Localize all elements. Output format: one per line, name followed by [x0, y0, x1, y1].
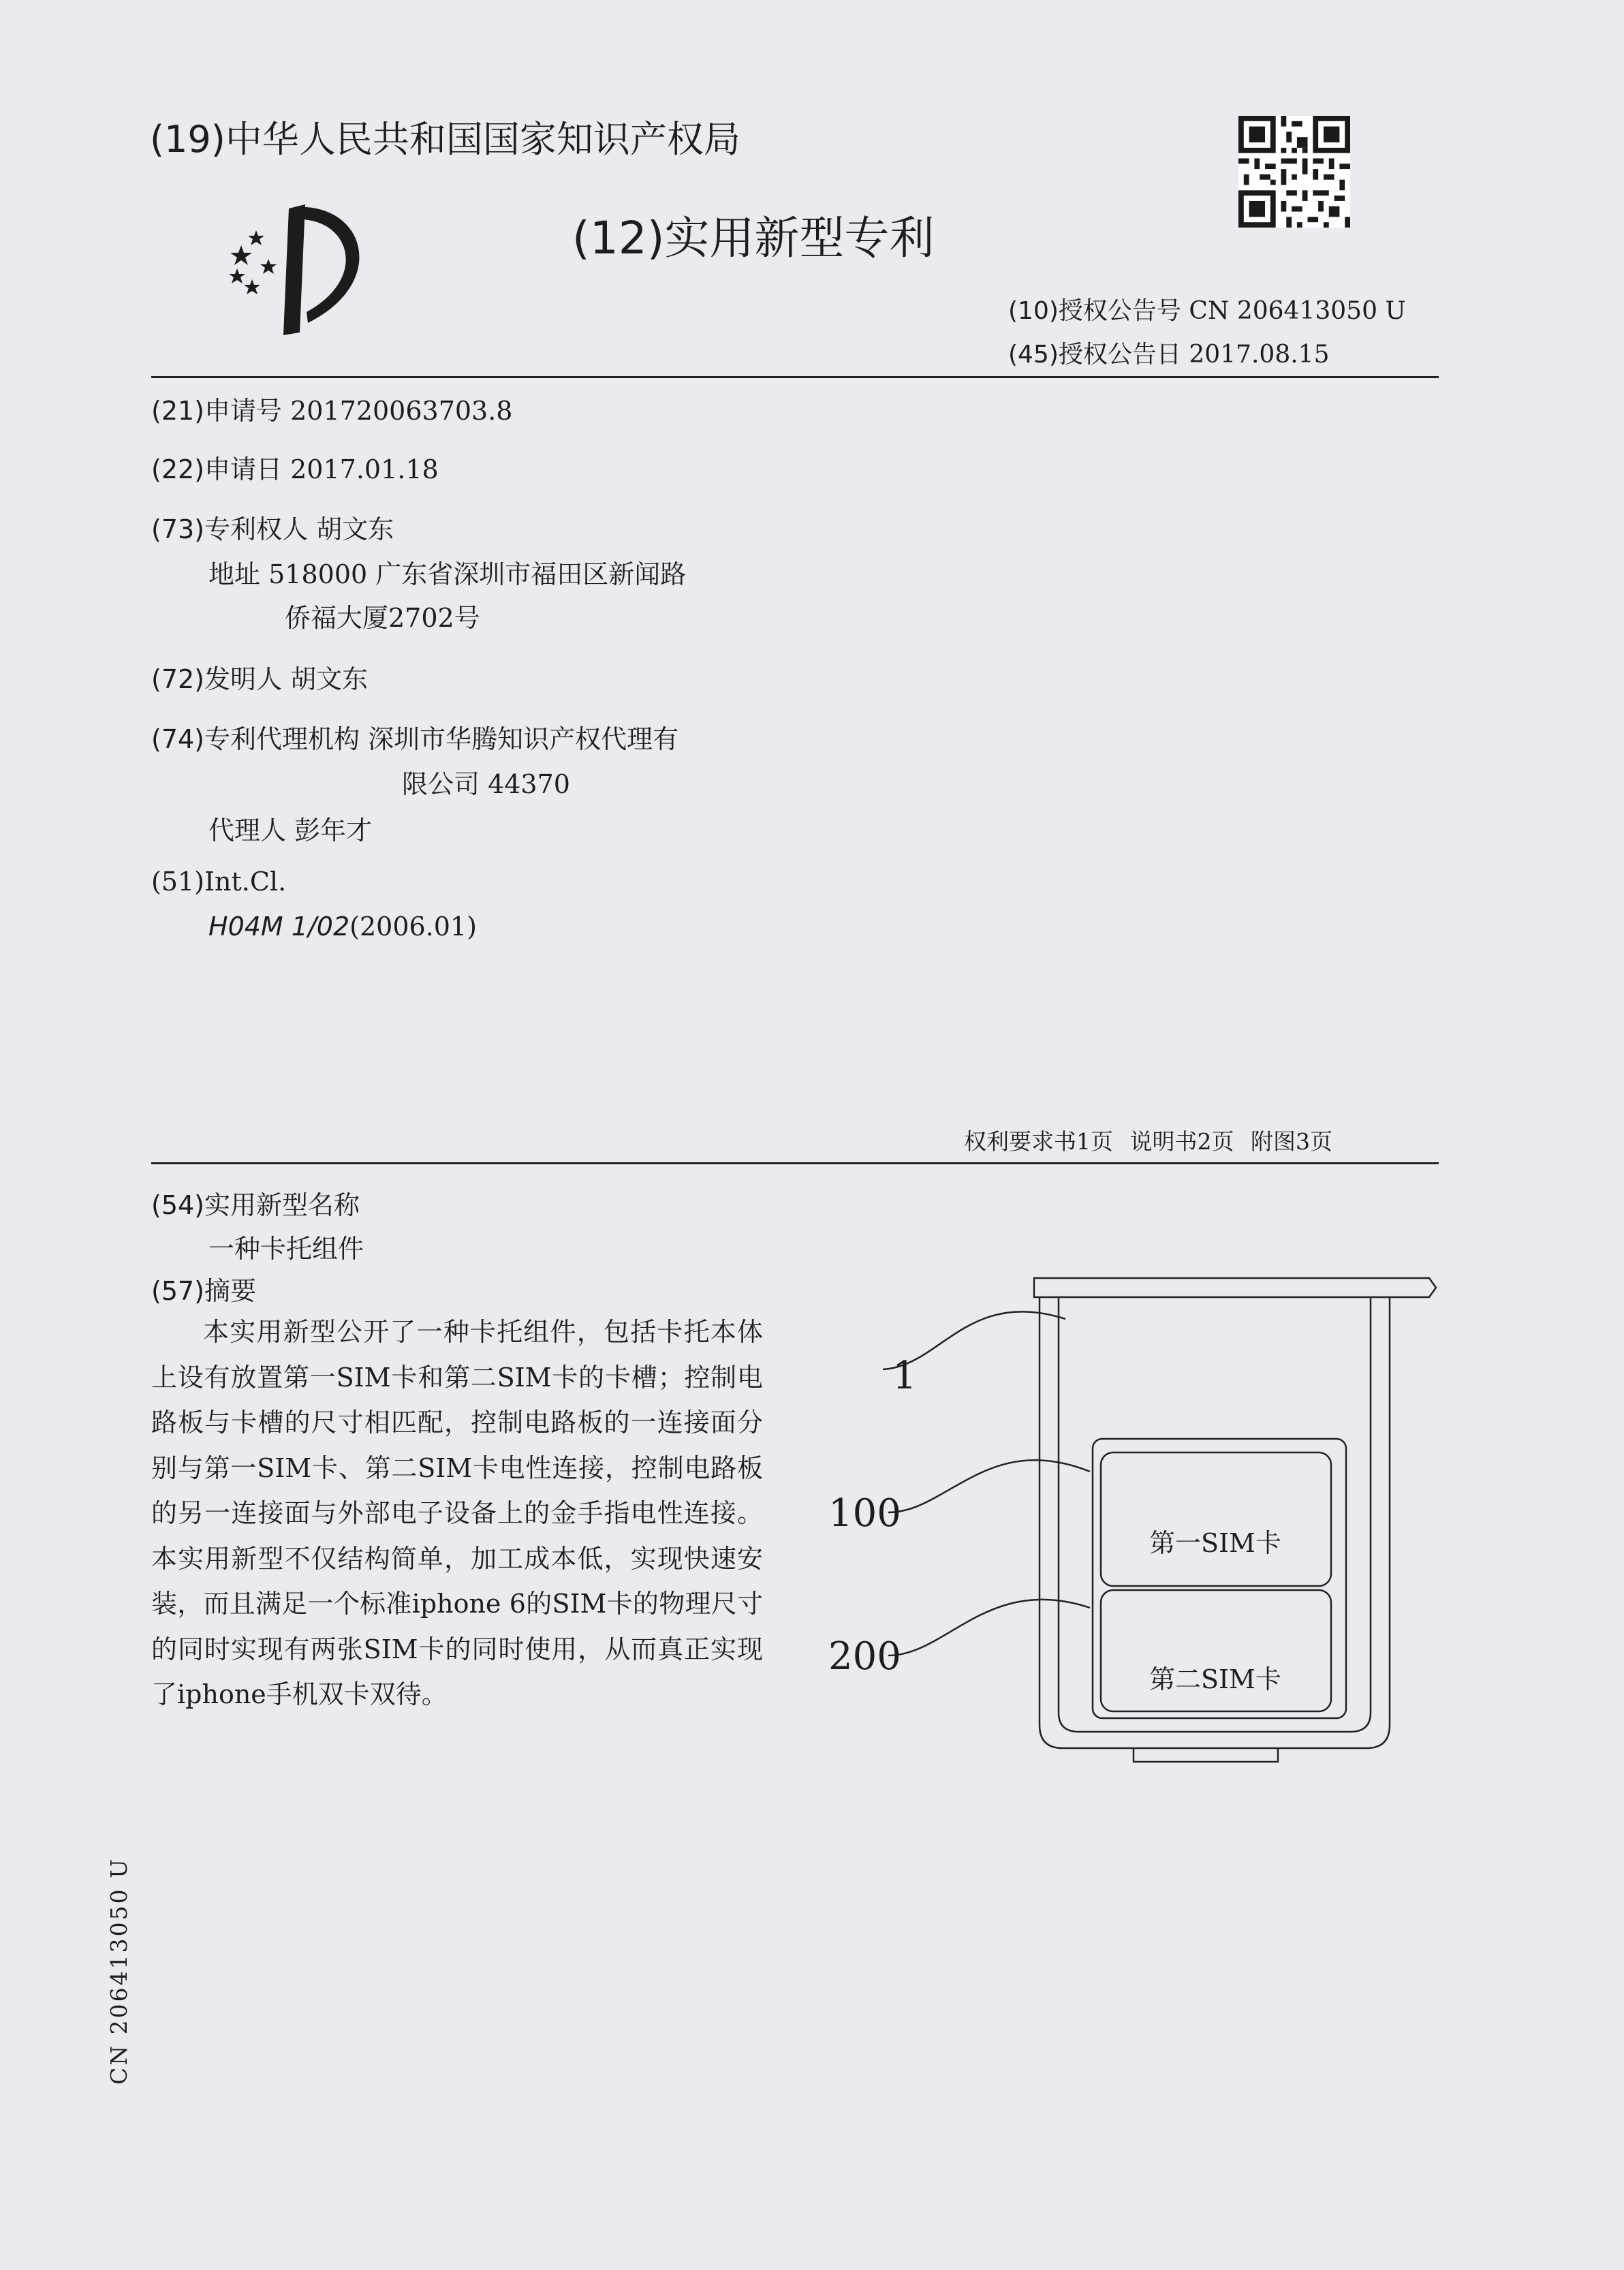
issuing-office: (19)中华人民共和国国家知识产权局: [150, 118, 740, 161]
side-publication-number: CN 206413050 U: [106, 1857, 132, 2085]
sim-tray-figure: [804, 1260, 1444, 1799]
second-sim-card-label: 第二SIM卡: [1149, 1664, 1281, 1694]
application-number: 201720063703.8: [290, 396, 513, 426]
agent: 彭年才: [294, 815, 373, 845]
publication-date-row: [1008, 335, 1329, 370]
ipc-label: (51)Int.Cl.: [151, 867, 287, 897]
address-label: 地址: [208, 559, 261, 589]
ref-numeral-1: 1: [892, 1354, 917, 1398]
tray-bottom-notch: [1134, 1748, 1278, 1762]
agent-field: [208, 809, 372, 847]
first-sim-card-label: 第一SIM卡: [1149, 1528, 1281, 1558]
address-line-2: 侨福大厦2702号: [285, 603, 480, 633]
publication-number: CN 206413050 U: [1189, 297, 1406, 325]
application-date-label: (22)申请日: [151, 454, 283, 484]
ipc-classification: [208, 912, 477, 942]
inventor: 胡文东: [290, 664, 369, 694]
utility-model-title: 一种卡托组件: [208, 1234, 364, 1264]
patentee-label: (73)专利权人: [151, 514, 309, 544]
tray-top-flange: [1034, 1278, 1436, 1297]
address-line-1: 518000 广东省深圳市福田区新闻路: [268, 559, 687, 589]
application-date: 2017.01.18: [290, 454, 439, 484]
agency-line-1: 深圳市华腾知识产权代理有: [368, 724, 679, 754]
publication-number-row: [1008, 292, 1406, 326]
agency-label: (74)专利代理机构: [151, 724, 360, 754]
agency-line-2: 限公司 44370: [402, 769, 570, 799]
ref-numeral-200: 200: [828, 1634, 901, 1679]
page-count-info: 权利要求书1页 说明书2页 附图3页: [964, 1128, 1332, 1155]
inventor-label: (72)发明人: [151, 664, 283, 694]
application-date-field: [151, 448, 439, 486]
agent-label: 代理人: [208, 815, 287, 845]
first-sim-card: [1101, 1452, 1331, 1586]
title-section-label: (54)实用新型名称: [151, 1190, 360, 1220]
leader-line-200: [888, 1600, 1090, 1655]
application-number-field: [151, 390, 513, 427]
qr-code: [1238, 116, 1350, 228]
ipc-version: (2006.01): [349, 912, 477, 942]
leader-line-100: [888, 1460, 1090, 1512]
abstract-section-label: (57)摘要: [151, 1276, 257, 1306]
publication-date: 2017.08.15: [1189, 341, 1330, 369]
patentee: 胡文东: [316, 514, 394, 544]
ipc-code: H04M 1/02: [208, 912, 350, 942]
header-divider: [151, 376, 1439, 378]
office-emblem-logo: [229, 203, 383, 337]
inventor-field: [151, 658, 368, 696]
address-field: [208, 553, 686, 591]
publication-date-label: (45)授权公告日: [1008, 341, 1181, 369]
abstract-text: 本实用新型公开了一种卡托组件，包括卡托本体上设有放置第一SIM卡和第二SIM卡的卡槽；控制电路板与卡槽的尺寸相匹配，控制电路板的一连接面分别与第一SIM卡、第二SIM卡电性连接，控制电路板的另一连接面与外部电子设备上的金手指电性连接。本实用新型不仅结构简单，加工成本低，实现快速安装，而且满足一个标准iphone 6的SIM卡的物理尺寸的同时实现有两张SIM卡的同时使用，从而真正实现了iphone手机双卡双待。: [151, 1317, 763, 1709]
section-divider: [151, 1162, 1439, 1164]
publication-number-label: (10)授权公告号: [1008, 297, 1181, 325]
patentee-field: [151, 508, 394, 546]
ref-numeral-100: 100: [828, 1491, 901, 1536]
document-type-title: (12)实用新型专利: [572, 212, 935, 264]
agency-field: [151, 718, 678, 756]
application-number-label: (21)申请号: [151, 396, 283, 426]
